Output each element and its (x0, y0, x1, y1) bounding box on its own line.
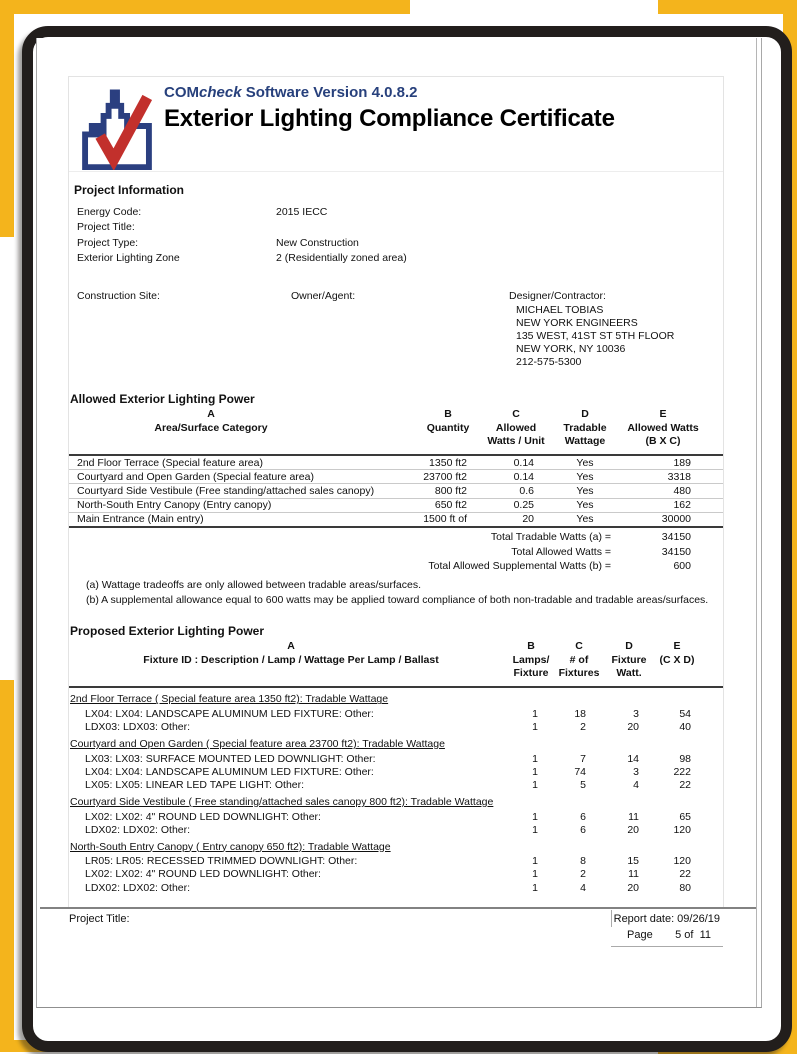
table-column-header (154, 407, 267, 435)
column-label-line: Fixture (513, 667, 549, 680)
total-watt-cell: 22 (679, 779, 691, 792)
party-label: Designer/Contractor: (509, 290, 606, 302)
party-address-line: 135 WEST, 41ST ST 5TH FLOOR (516, 330, 675, 342)
fixture-description-cell: LX04: LX04: LANDSCAPE ALUMINUM LED FIXTURE: Other: (85, 765, 374, 778)
total-watt-cell: 120 (673, 823, 691, 836)
totals-label: Total Allowed Supplemental Watts (b) = (428, 560, 611, 573)
tradable-cell: Yes (576, 484, 594, 497)
allowed-table-row (69, 456, 723, 469)
totals-value: 600 (673, 560, 691, 573)
fixture-watt-cell: 20 (627, 823, 639, 836)
table-column-header (513, 639, 550, 680)
lamps-per-fixture-cell: 1 (532, 779, 538, 792)
category-cell: Main Entrance (Main entry) (77, 513, 204, 526)
footer-project-title-label: Project Title: (69, 913, 130, 925)
party-label: Owner/Agent: (291, 290, 356, 302)
num-fixtures-cell: 2 (580, 868, 586, 881)
certificate-header (69, 77, 723, 172)
fixture-watt-cell: 3 (633, 765, 639, 778)
allowed-table-totals (69, 530, 723, 574)
lamps-per-fixture-cell: 1 (532, 752, 538, 765)
allowed-table-heading: Allowed Exterior Lighting Power (70, 392, 255, 406)
column-letter: D (581, 408, 589, 420)
category-cell: Courtyard Side Vestibule (Free standing/attached sales canopy) (77, 484, 375, 497)
table-column-header (611, 639, 646, 680)
column-label-line: (B X C) (645, 435, 681, 447)
fixture-description-cell: LR05: LR05: RECESSED TRIMMED DOWNLIGHT: Other: (85, 855, 358, 868)
column-letter: C (575, 640, 583, 653)
quantity-cell: 800 ft2 (434, 484, 467, 497)
fixture-description-cell: LX05: LX05: LINEAR LED TAPE LIGHT: Other: (85, 779, 305, 792)
party-address-line: 212-575-5300 (516, 356, 582, 368)
party-address-lines (516, 304, 723, 369)
totals-label: Total Tradable Watts (a) = (490, 531, 611, 544)
fixture-row (69, 765, 723, 778)
column-label-line: # of (569, 654, 589, 667)
tradable-cell: Yes (576, 513, 594, 526)
totals-row (69, 559, 723, 574)
project-field-row (69, 204, 723, 220)
software-name-prefix: COM (164, 84, 199, 101)
table-column-header (627, 407, 698, 448)
total-watt-cell: 22 (679, 868, 691, 881)
software-name-italic: check (199, 84, 242, 101)
totals-row (69, 544, 723, 559)
lamps-per-fixture-cell: 1 (532, 868, 538, 881)
proposed-table-header (69, 639, 723, 688)
party-address-line: MICHAEL TOBIAS (516, 304, 604, 316)
tradable-cell: Yes (576, 499, 594, 512)
fixture-row (69, 721, 723, 734)
allowed-table-row (69, 498, 723, 512)
quantity-cell: 650 ft2 (434, 499, 467, 512)
watts-per-unit-cell: 0.14 (513, 456, 534, 469)
table-column-header (427, 407, 470, 435)
quantity-cell: 1500 ft of (423, 513, 467, 526)
page-value: 5 of 11 (675, 929, 711, 941)
category-cell: Courtyard and Open Garden (Special feature area) (77, 470, 314, 483)
column-letter: B (444, 408, 452, 420)
fixture-group-header: Courtyard Side Vestibule ( Free standing/attached sales canopy 800 ft2): Tradable Wattage (70, 795, 494, 808)
fixture-description-cell: LDX02: LDX02: Other: (85, 823, 191, 836)
category-cell: North-South Entry Canopy (Entry canopy) (77, 499, 272, 512)
watts-per-unit-cell: 20 (522, 513, 534, 526)
lamps-per-fixture-cell: 1 (532, 765, 538, 778)
total-watt-cell: 65 (679, 810, 691, 823)
table-column-header (143, 639, 438, 667)
fixture-watt-cell: 4 (633, 779, 639, 792)
project-field-row (69, 235, 723, 251)
allowed-table-row (69, 483, 723, 497)
certificate-body (68, 76, 724, 908)
allowed-watts-cell: 480 (673, 484, 691, 497)
column-label-line: Watts / Unit (487, 435, 545, 447)
frame-accent-left-upper (0, 0, 14, 237)
num-fixtures-cell: 6 (580, 823, 586, 836)
totals-value: 34150 (661, 545, 691, 558)
table-column-header (660, 639, 695, 667)
num-fixtures-cell: 18 (574, 708, 586, 721)
column-letter: D (625, 640, 633, 653)
allowed-watts-cell: 3318 (667, 470, 691, 483)
watts-per-unit-cell: 0.6 (519, 484, 534, 497)
fixture-group (69, 738, 723, 792)
column-letter: A (207, 408, 215, 420)
lamps-per-fixture-cell: 1 (532, 855, 538, 868)
totals-label: Total Allowed Watts = (511, 545, 611, 558)
column-label-line: Fixture (611, 654, 647, 667)
fixture-group (69, 796, 723, 837)
total-watt-cell: 222 (673, 765, 691, 778)
num-fixtures-cell: 74 (574, 765, 586, 778)
fixture-row (69, 823, 723, 836)
footnote-line: (b) A supplemental allowance equal to 600 watts may be applied toward compliance of both non-tradable and tradable areas/surfaces. (86, 594, 709, 607)
project-field-row (69, 220, 723, 236)
software-version-rest: Software Version 4.0.8.2 (241, 84, 418, 101)
fixture-watt-cell: 11 (628, 868, 639, 881)
party-column (69, 290, 291, 369)
lamps-per-fixture-cell: 1 (532, 721, 538, 734)
proposed-table-heading: Proposed Exterior Lighting Power (70, 624, 265, 639)
lamps-per-fixture-cell: 1 (532, 823, 538, 836)
num-fixtures-cell: 7 (580, 752, 586, 765)
project-information-fields (69, 204, 723, 266)
allowed-watts-cell: 162 (673, 499, 691, 512)
quantity-cell: 1350 ft2 (429, 456, 467, 469)
column-label-line: Fixture ID : Description / Lamp / Wattage Per Lamp / Ballast (143, 654, 439, 667)
num-fixtures-cell: 6 (580, 810, 586, 823)
num-fixtures-cell: 2 (580, 721, 586, 734)
certificate-title: Exterior Lighting Compliance Certificate (164, 105, 615, 132)
project-field-label: Exterior Lighting Zone (77, 252, 180, 265)
column-label-line: Allowed Watts (627, 422, 699, 434)
party-address-line: NEW YORK, NY 10036 (516, 343, 626, 355)
report-date-value: 09/26/19 (677, 913, 720, 925)
frame-accent-top-right (658, 0, 797, 14)
total-watt-cell: 80 (679, 881, 691, 894)
project-field-label: Project Type: (77, 236, 139, 249)
total-watt-cell: 120 (673, 855, 691, 868)
fixture-row (69, 752, 723, 765)
report-date-label: Report date: (613, 913, 675, 925)
footnotes (86, 578, 723, 608)
fixture-group-header: Courtyard and Open Garden ( Special feature area 23700 ft2): Tradable Wattage (70, 738, 445, 751)
fixture-row (69, 707, 723, 720)
fixture-group-header: 2nd Floor Terrace ( Special feature area 1350 ft2): Tradable Wattage (70, 693, 389, 706)
column-label-line: Watt. (616, 667, 642, 680)
frame-accent-top-left (0, 0, 410, 14)
footer-page-number (627, 929, 711, 941)
tradable-cell: Yes (576, 456, 594, 469)
footer-separator-line (40, 907, 756, 909)
tradable-cell: Yes (576, 470, 594, 483)
column-label-line: Quantity (426, 422, 470, 434)
column-letter: E (673, 640, 681, 653)
fixture-row (69, 881, 723, 894)
allowed-table-row (69, 512, 723, 526)
watts-per-unit-cell: 0.25 (513, 499, 534, 512)
category-cell: 2nd Floor Terrace (Special feature area) (77, 456, 263, 469)
fixture-watt-cell: 11 (628, 810, 639, 823)
table-column-header (559, 639, 600, 680)
proposed-table-groups (69, 688, 723, 894)
num-fixtures-cell: 4 (580, 881, 586, 894)
fixture-watt-cell: 20 (627, 721, 639, 734)
project-field-value: 2 (Residentially zoned area) (276, 252, 407, 265)
fixture-watt-cell: 3 (633, 708, 639, 721)
fixture-watt-cell: 20 (627, 881, 639, 894)
header-titles (164, 84, 615, 133)
parties-row (69, 290, 723, 369)
column-label-line: Lamps/ (512, 654, 550, 667)
column-label-line: Area/Surface Category (154, 422, 268, 434)
fixture-group-header: North-South Entry Canopy ( Entry canopy 650 ft2): Tradable Wattage (70, 840, 391, 853)
column-label-line: Wattage (564, 435, 606, 447)
totals-value: 34150 (661, 531, 691, 544)
num-fixtures-cell: 8 (580, 855, 586, 868)
table-column-header (487, 407, 544, 448)
num-fixtures-cell: 5 (580, 779, 586, 792)
allowed-table-header (69, 407, 723, 454)
fixture-watt-cell: 14 (627, 752, 639, 765)
frame-accent-left-lower (0, 680, 14, 1052)
comcheck-logo (75, 82, 159, 170)
table-column-header (563, 407, 606, 448)
column-letter: C (512, 408, 520, 420)
column-letter: E (659, 408, 667, 420)
project-field-label: Energy Code: (77, 205, 142, 218)
fixture-group (69, 841, 723, 895)
allowed-table-row (69, 469, 723, 483)
fixture-description-cell: LX03: LX03: SURFACE MOUNTED LED DOWNLIGHT: Other: (85, 752, 376, 765)
party-column (291, 290, 509, 369)
page-label: Page (627, 929, 653, 941)
lamps-per-fixture-cell: 1 (532, 881, 538, 894)
fixture-description-cell: LX02: LX02: 4" ROUND LED DOWNLIGHT: Other: (85, 810, 321, 823)
total-watt-cell: 40 (679, 721, 691, 734)
allowed-watts-cell: 189 (673, 456, 691, 469)
column-letter: A (287, 640, 295, 653)
project-field-value: New Construction (276, 236, 359, 249)
totals-row (69, 530, 723, 545)
software-version-line (164, 84, 615, 101)
footnote-line: (a) Wattage tradeoffs are only allowed between tradable areas/surfaces. (86, 579, 422, 592)
fixture-row (69, 855, 723, 868)
fixture-description-cell: LX04: LX04: LANDSCAPE ALUMINUM LED FIXTURE: Other: (85, 708, 374, 721)
party-address-line: NEW YORK ENGINEERS (516, 317, 638, 329)
project-field-label: Project Title: (77, 221, 135, 234)
column-label-line: Tradable (563, 422, 607, 434)
footer-report-date (612, 913, 720, 925)
project-field-value: 2015 IECC (276, 205, 328, 218)
allowed-table-rows (69, 454, 723, 528)
fixture-row (69, 810, 723, 823)
column-label-line: Fixtures (558, 667, 600, 680)
project-field-row (69, 251, 723, 267)
fixture-watt-cell: 15 (627, 855, 639, 868)
quantity-cell: 23700 ft2 (423, 470, 467, 483)
total-watt-cell: 98 (679, 752, 691, 765)
fixture-description-cell: LDX02: LDX02: Other: (85, 881, 191, 894)
column-label-line: Allowed (495, 422, 537, 434)
party-column (509, 290, 723, 369)
lamps-per-fixture-cell: 1 (532, 810, 538, 823)
fixture-group (69, 693, 723, 734)
watts-per-unit-cell: 0.14 (513, 470, 534, 483)
footer-page-underline (611, 946, 723, 947)
fixture-row (69, 779, 723, 792)
column-letter: B (527, 640, 535, 653)
project-information-heading: Project Information (74, 183, 185, 197)
total-watt-cell: 54 (679, 708, 691, 721)
fixture-description-cell: LDX03: LDX03: Other: (85, 721, 191, 734)
fixture-description-cell: LX02: LX02: 4" ROUND LED DOWNLIGHT: Other: (85, 868, 321, 881)
party-label: Construction Site: (77, 290, 160, 302)
lamps-per-fixture-cell: 1 (532, 708, 538, 721)
column-label-line: (C X D) (659, 654, 695, 667)
fixture-row (69, 868, 723, 881)
allowed-watts-cell: 30000 (661, 513, 691, 526)
